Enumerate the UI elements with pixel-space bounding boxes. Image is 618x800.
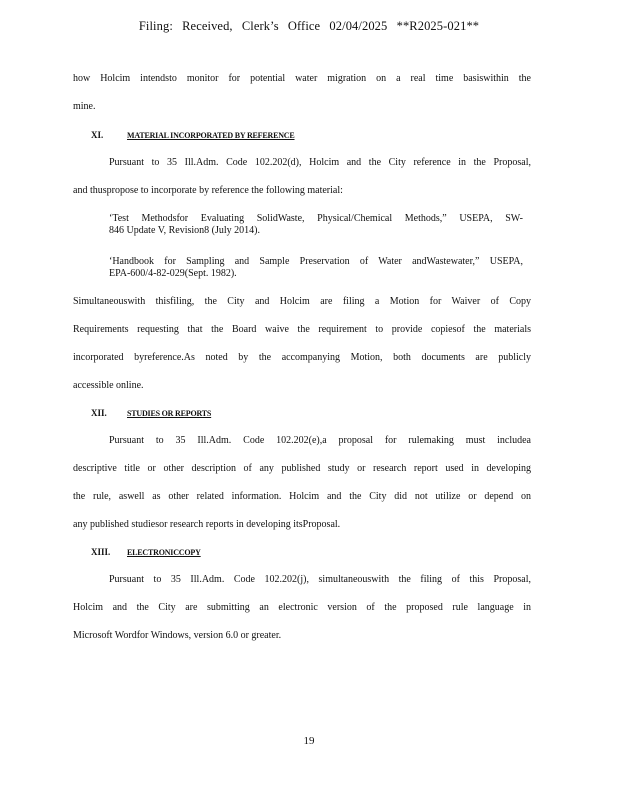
paragraph-line: and thuspropose to incorporate by reference the following material: (73, 185, 343, 196)
section-title: ELECTRONICCOPY (127, 548, 201, 557)
filing-header: Filing: Received, Clerk’s Office 02/04/2025 **R2025-021** (138, 19, 480, 33)
paragraph-line: the rule, aswell as other related information. Holcim and the City did not utilize or depend on (73, 491, 531, 502)
section-number: XII. (91, 408, 107, 418)
paragraph-line: Pursuant to 35 Ill.Adm. Code 102.202(e),a proposal for rulemaking must includea (109, 435, 531, 446)
block-quote (109, 256, 523, 280)
paragraph-line: incorporated byreference.As noted by the accompanying Motion, both documents are publicly (73, 352, 531, 363)
section-title: STUDIES OR REPORTS (127, 409, 212, 418)
paragraph-line: Simultaneouswith thisfiling, the City and Holcim are filing a Motion for Waiver of Copy (73, 296, 531, 307)
paragraph-line: how Holcim intendsto monitor for potential water migration on a real time basiswithin the (73, 73, 531, 84)
quote-line: ‘Test Methodsfor Evaluating SolidWaste, Physical/Chemical Methods,” USEPA, SW- (109, 213, 523, 224)
paragraph-line: Microsoft Wordfor Windows, version 6.0 or greater. (73, 630, 282, 641)
section-title: MATERIAL INCORPORATED BY REFERENCE (127, 131, 295, 140)
paragraph-line: descriptive title or other description of any published study or research report used in developing (73, 463, 531, 474)
section-heading-xiii (91, 547, 201, 557)
paragraph-line: accessible online. (73, 380, 144, 391)
paragraph-line: Holcim and the City are submitting an electronic version of the proposed rule language in (73, 602, 531, 613)
section-number: XI. (91, 130, 104, 140)
page-number: 19 (303, 735, 315, 747)
quote-line: 846 Update V, Revision8 (July 2014). (109, 225, 261, 236)
block-quote (109, 213, 523, 237)
paragraph-line: mine. (73, 101, 96, 112)
quote-line: ‘Handbook for Sampling and Sample Preservation of Water andWastewater,” USEPA, (109, 256, 523, 267)
paragraph-line: Pursuant to 35 Ill.Adm. Code 102.202(j), simultaneouswith the filing of this Proposal, (109, 574, 531, 585)
paragraph-line: Requirements requesting that the Board waive the requirement to provide copiesof the materials (73, 324, 531, 335)
section-heading-xi (91, 130, 390, 140)
quote-line: EPA-600/4-82-029(Sept. 1982). (109, 268, 237, 279)
section-number: XIII. (91, 547, 111, 557)
paragraph-line: Pursuant to 35 Ill.Adm. Code 102.202(d), Holcim and the City reference in the Proposal, (109, 157, 531, 168)
section-heading-xii (91, 408, 211, 418)
paragraph-line: any published studiesor research reports in developing itsProposal. (73, 519, 341, 530)
